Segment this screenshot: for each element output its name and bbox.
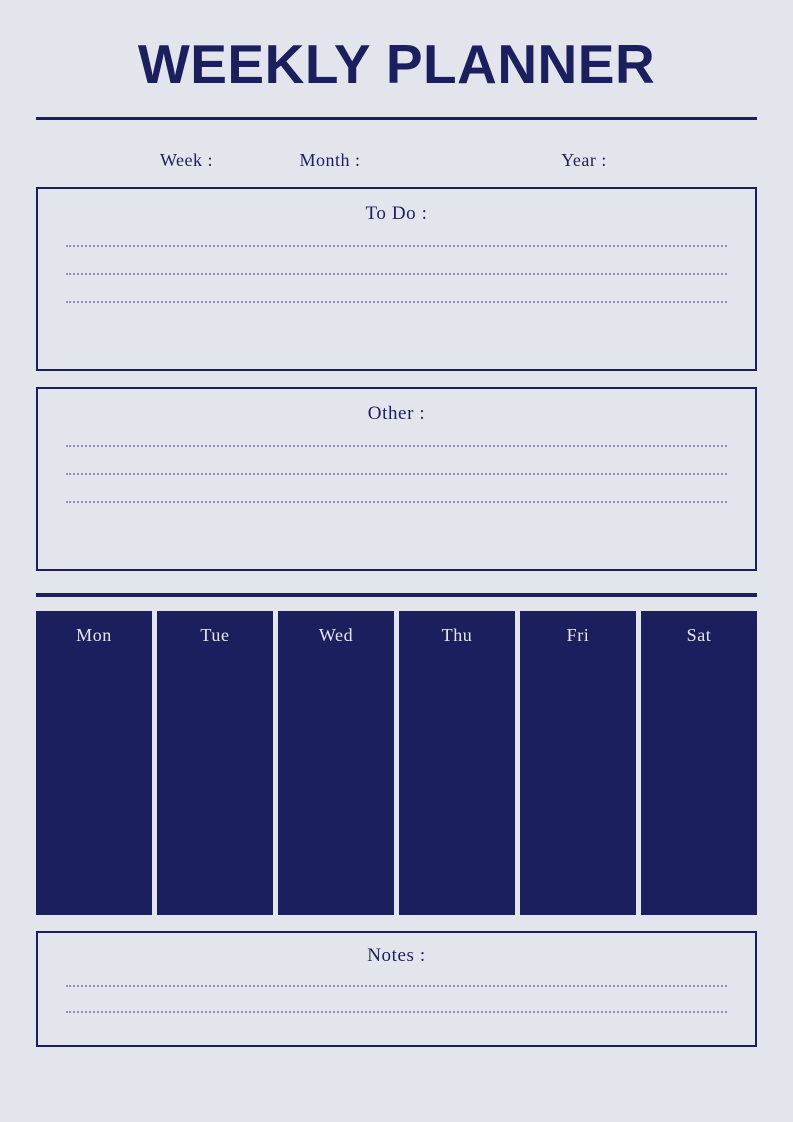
notes-line-2[interactable] [66, 1011, 727, 1013]
day-column-wed[interactable] [278, 611, 394, 915]
other-label: Other : [367, 402, 426, 424]
day-column-tue[interactable] [157, 611, 273, 915]
other-line-1[interactable] [66, 445, 727, 447]
day-column-mon[interactable] [36, 611, 152, 915]
day-label: Thu [441, 624, 473, 645]
notes-line-1[interactable] [66, 985, 727, 987]
year-field-label[interactable]: Year : [561, 149, 607, 170]
day-label: Fri [566, 624, 590, 645]
day-label: Wed [318, 624, 354, 645]
other-line-3[interactable] [66, 501, 727, 503]
title-section [36, 0, 757, 95]
day-column-thu[interactable] [399, 611, 515, 915]
todo-line-3[interactable] [66, 301, 727, 303]
todo-line-1[interactable] [66, 245, 727, 247]
day-column-fri[interactable] [520, 611, 636, 915]
day-column-sat[interactable] [641, 611, 757, 915]
week-field-label[interactable]: Week : [160, 149, 214, 170]
month-field-label[interactable]: Month : [299, 149, 361, 170]
notes-box [36, 931, 757, 1047]
todo-line-2[interactable] [66, 273, 727, 275]
day-label: Mon [76, 624, 112, 645]
meta-row [36, 150, 757, 171]
day-label: Sat [686, 624, 712, 645]
title-divider [36, 117, 757, 120]
days-grid [36, 611, 757, 915]
page-title: WEEKLY PLANNER [137, 33, 656, 95]
other-box [36, 387, 757, 571]
other-line-2[interactable] [66, 473, 727, 475]
todo-label: To Do : [365, 202, 428, 224]
todo-box [36, 187, 757, 371]
day-label: Tue [200, 624, 230, 645]
notes-label: Notes : [367, 944, 426, 966]
section-divider [36, 593, 757, 597]
